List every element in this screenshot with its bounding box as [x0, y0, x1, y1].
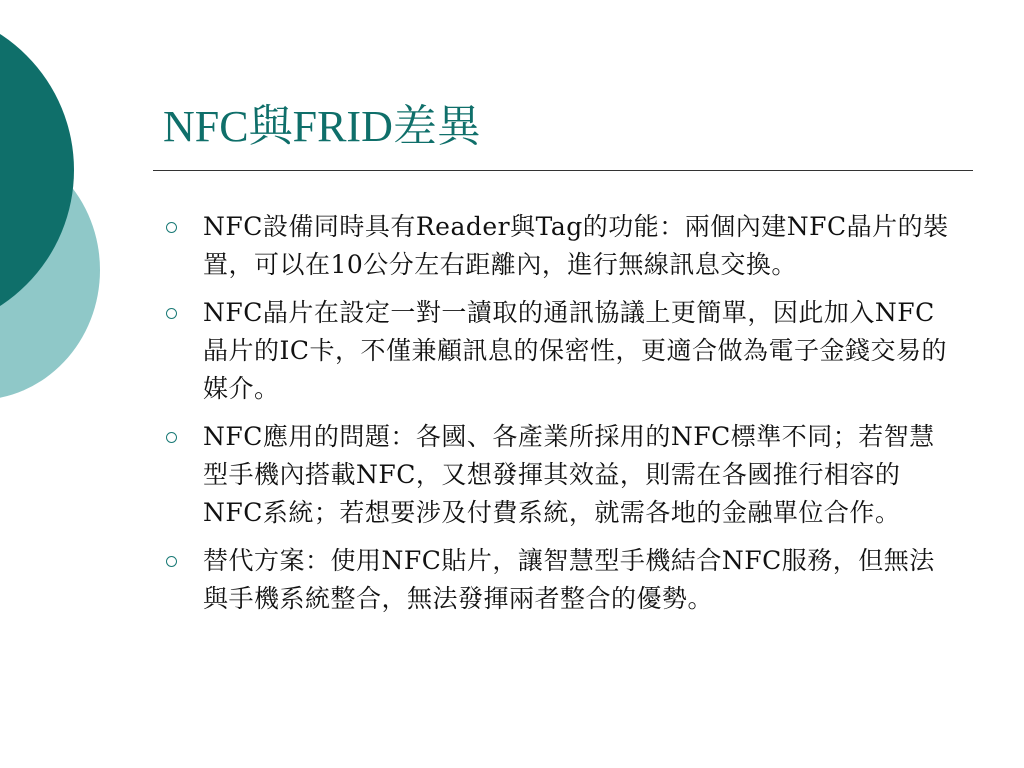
bullet-item	[162, 542, 992, 618]
bullet-text: NFC設備同時具有Reader與Tag的功能：兩個內建NFC晶片的裝置，可以在10公分左右距離內，進行無線訊息交換。	[203, 212, 949, 279]
bullet-text: NFC應用的問題：各國、各產業所採用的NFC標準不同；若智慧型手機內搭載NFC，又想發揮其效益，則需在各國推行相容的NFC系統；若想要涉及付費系統，就需各地的金融單位合作。	[203, 422, 935, 527]
bullet-list	[162, 208, 992, 628]
hollow-circle-icon	[166, 556, 177, 567]
bullet-text: 替代方案：使用NFC貼片，讓智慧型手機結合NFC服務，但無法與手機系統整合，無法發揮兩者整合的優勢。	[203, 546, 935, 613]
hollow-circle-icon	[166, 432, 177, 443]
bullet-item	[162, 418, 992, 532]
bullet-item	[162, 208, 992, 284]
slide-title: NFC與FRID差異	[163, 102, 481, 151]
bullet-text: NFC晶片在設定一對一讀取的通訊協議上更簡單，因此加入NFC晶片的IC卡，不僅兼顧訊息的保密性，更適合做為電子金錢交易的媒介。	[203, 298, 948, 403]
hollow-circle-icon	[166, 222, 177, 233]
bullet-item	[162, 294, 992, 408]
hollow-circle-icon	[166, 308, 177, 319]
title-divider	[153, 170, 973, 171]
